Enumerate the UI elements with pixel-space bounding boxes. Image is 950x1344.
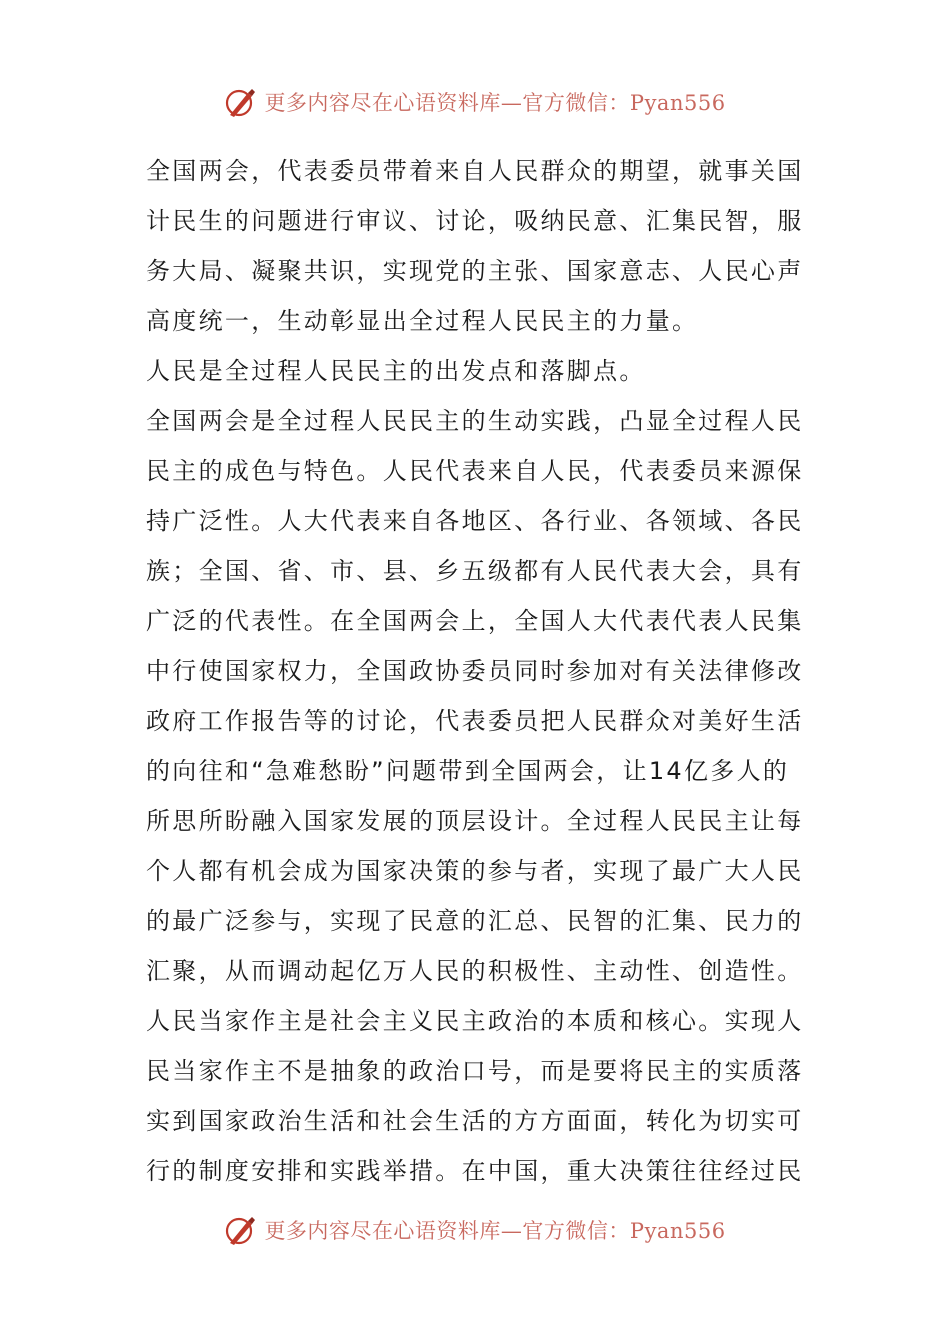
- text-line: 民主的成色与特色。人民代表来自人民，代表委员来源保: [146, 457, 804, 485]
- text-line: 中行使国家权力，全国政协委员同时参加对有关法律修改: [146, 657, 804, 685]
- paragraph: [146, 396, 808, 996]
- text-line: 政府工作报告等的讨论，代表委员把人民群众对美好生活: [146, 707, 804, 735]
- text-line: 民当家作主不是抽象的政治口号，而是要将民主的实质落: [146, 1057, 804, 1085]
- paragraph: [146, 146, 808, 346]
- pen-circle-logo-icon: [224, 1213, 258, 1247]
- watermark-text: 更多内容尽在心语资料库—官方微信：Pyan556: [264, 91, 726, 115]
- text-line: 全国两会，代表委员带着来自人民群众的期望，就事关国: [146, 157, 804, 185]
- pen-circle-logo-icon: [224, 85, 258, 119]
- paragraph: [146, 996, 808, 1196]
- text-line: 个人都有机会成为国家决策的参与者，实现了最广大人民: [146, 857, 804, 885]
- text-line: 务大局、凝聚共识，实现党的主张、国家意志、人民心声: [146, 257, 804, 285]
- text-line: 高度统一，生动彰显出全过程人民民主的力量。: [146, 307, 699, 335]
- header-watermark: [0, 82, 950, 122]
- text-line: 汇聚，从而调动起亿万人民的积极性、主动性、创造性。: [146, 957, 804, 985]
- text-line: 的最广泛参与，实现了民意的汇总、民智的汇集、民力的: [146, 907, 804, 935]
- text-line: 行的制度安排和实践举措。在中国，重大决策往往经过民: [146, 1157, 804, 1185]
- text-line: 族；全国、省、市、县、乡五级都有人民代表大会，具有: [146, 557, 804, 585]
- text-line: 计民生的问题进行审议、讨论，吸纳民意、汇集民智，服: [146, 207, 804, 235]
- text-line: 人民是全过程人民民主的出发点和落脚点。: [146, 357, 646, 385]
- text-line: 人民当家作主是社会主义民主政治的本质和核心。实现人: [146, 1007, 804, 1035]
- footer-watermark: [0, 1210, 950, 1250]
- text-line: 实到国家政治生活和社会生活的方方面面，转化为切实可: [146, 1107, 804, 1135]
- paragraph: [146, 346, 808, 396]
- text-line: 的向往和“急难愁盼”问题带到全国两会，让14亿多人的: [146, 757, 790, 785]
- text-line: 全国两会是全过程人民民主的生动实践，凸显全过程人民: [146, 407, 804, 435]
- text-line: 广泛的代表性。在全国两会上，全国人大代表代表人民集: [146, 607, 804, 635]
- text-line: 所思所盼融入国家发展的顶层设计。全过程人民民主让每: [146, 807, 804, 835]
- watermark-text: 更多内容尽在心语资料库—官方微信：Pyan556: [264, 1219, 726, 1243]
- document-body: [146, 146, 808, 1196]
- text-line: 持广泛性。人大代表来自各地区、各行业、各领域、各民: [146, 507, 804, 535]
